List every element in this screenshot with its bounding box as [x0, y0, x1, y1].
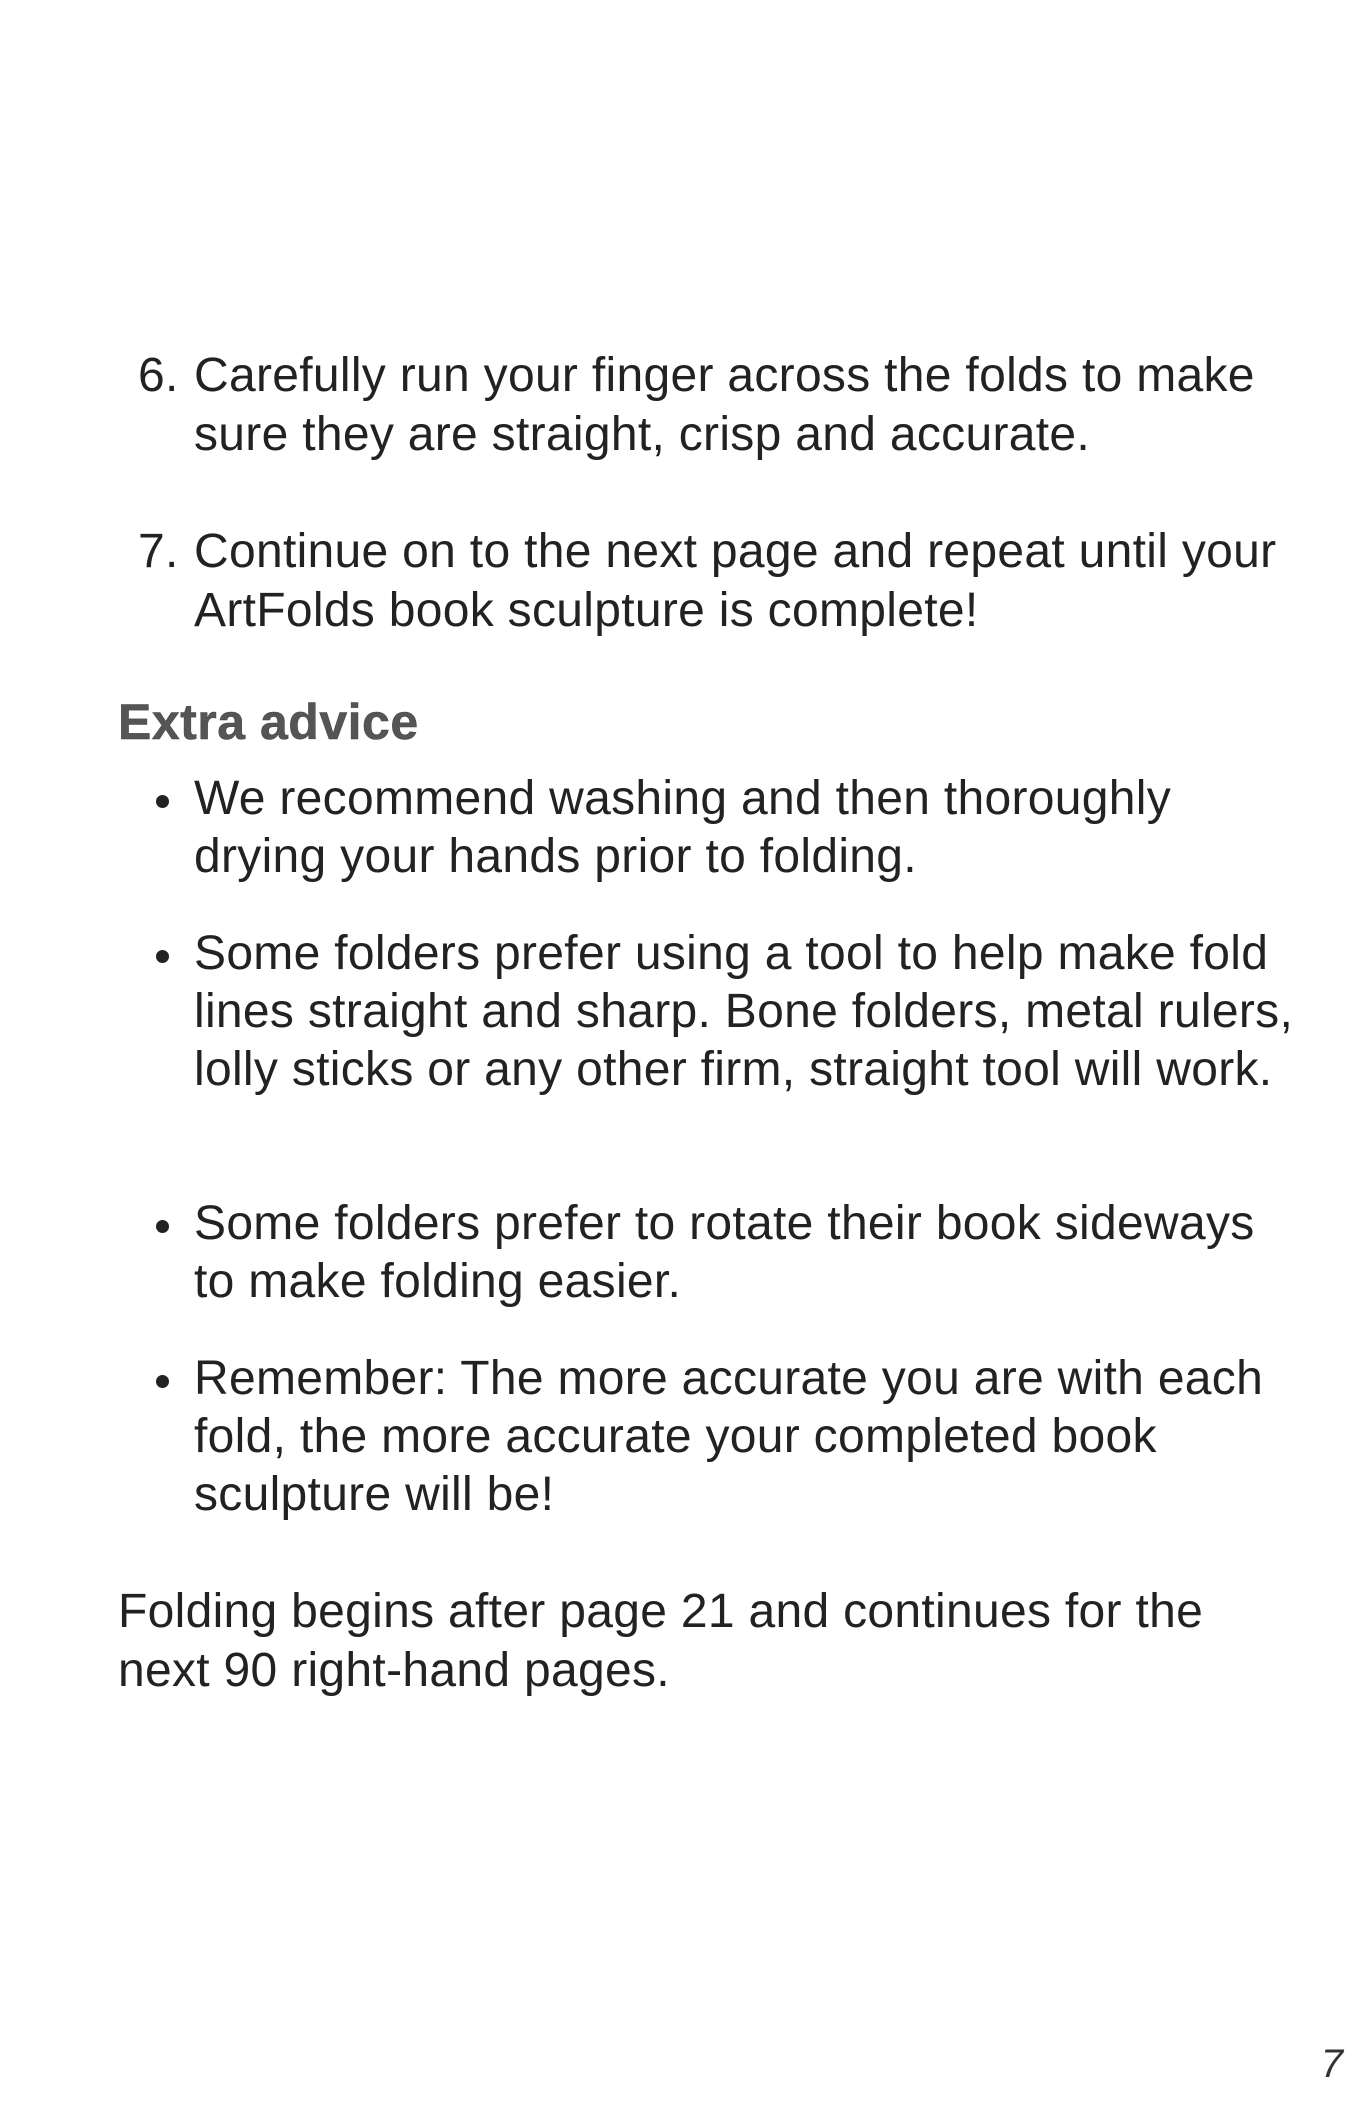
bullet-icon [156, 1375, 169, 1388]
page-number: 7 [1320, 2042, 1343, 2086]
step-number: 6. [138, 349, 179, 402]
closing-note: Folding begins after page 21 and continues for the next 90 right-hand pages. [118, 1585, 1204, 1697]
step-text: Carefully run your finger across the folds to make sure they are straight, crisp and accurate. [194, 349, 1255, 461]
step-text: Continue on to the next page and repeat until your ArtFolds book sculpture is complete! [194, 525, 1277, 637]
bullet-icon [156, 950, 169, 963]
advice-bullet-text: Some folders prefer using a tool to help make fold lines straight and sharp. Bone folders, metal rulers, lolly sticks or any other firm, straight tool will work. [194, 927, 1294, 1096]
bullet-icon [156, 795, 169, 808]
step-6 [138, 346, 1298, 464]
advice-bullet-text: Some folders prefer to rotate their book sideways to make folding easier. [194, 1197, 1255, 1308]
advice-bullet [156, 1195, 1296, 1311]
extra-advice-heading: Extra advice [118, 694, 419, 750]
bullet-icon [156, 1220, 169, 1233]
step-number: 7. [138, 525, 179, 578]
advice-bullet [156, 770, 1296, 886]
step-7 [138, 522, 1298, 640]
advice-bullet [156, 1350, 1296, 1524]
advice-bullet [156, 925, 1296, 1099]
advice-bullet-text: We recommend washing and then thoroughly drying your hands prior to folding. [194, 772, 1172, 883]
advice-bullet-text: Remember: The more accurate you are with each fold, the more accurate your completed book sculpture will be! [194, 1352, 1264, 1521]
